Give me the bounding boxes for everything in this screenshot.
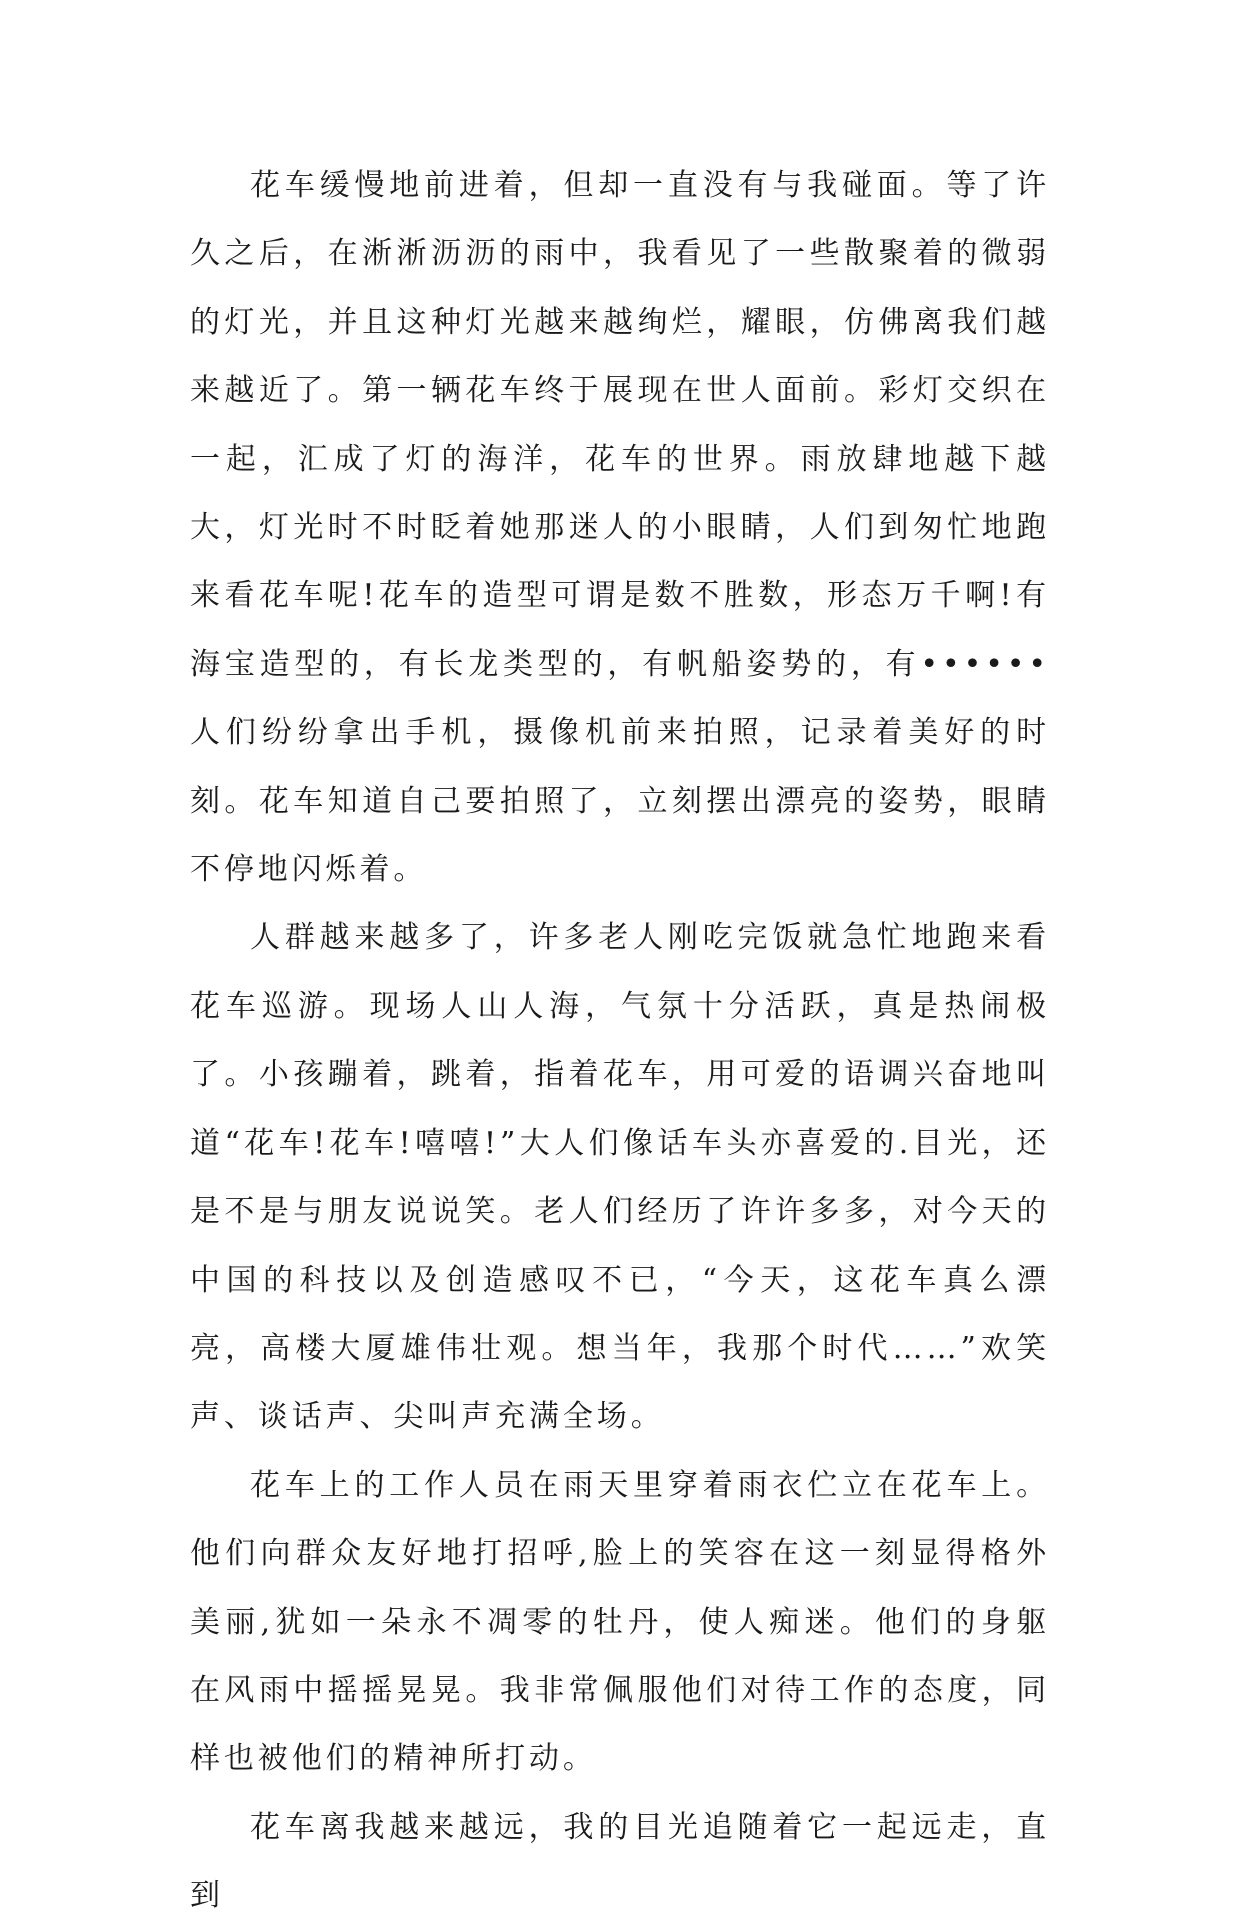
paragraph-2: 人群越来越多了，许多老人刚吃完饭就急忙地跑来看花车巡游。现场人山人海，气氛十分活跃，真是热闹极了。小孩蹦着，跳着，指着花车，用可爱的语调兴奋地叫道“花车!花车!嘻嘻!”大人们像话车头亦喜爱的.目光，还是不是与朋友说说笑。老人们经历了许许多多，对今天的中国的科技以及创造感叹不已，“今天，这花车真么漂亮，高楼大厦雄伟壮观。想当年，我那个时代……”欢笑声、谈话声、尖叫声充满全场。 xyxy=(190,920,1050,1435)
document-body xyxy=(190,152,1050,1931)
paragraph-3: 花车上的工作人员在雨天里穿着雨衣伫立在花车上。他们向群众友好地打招呼,脸上的笑容在这一刻显得格外美丽,犹如一朵永不凋零的牡丹，使人痴迷。他们的身躯在风雨中摇摇晃晃。我非常佩服他们对待工作的态度，同样也被他们的精神所打动。 xyxy=(190,1467,1050,1777)
paragraph-4: 花车离我越来越远，我的目光追随着它一起远走，直到 xyxy=(190,1809,1050,1914)
paragraph-1: 花车缓慢地前进着，但却一直没有与我碰面。等了许久之后，在淅淅沥沥的雨中，我看见了一些散聚着的微弱的灯光，并且这种灯光越来越绚烂，耀眼，仿佛离我们越来越近了。第一辆花车终于展现在世人面前。彩灯交织在一起，汇成了灯的海洋，花车的世界。雨放肆地越下越大，灯光时不时眨着她那迷人的小眼睛，人们到匆忙地跑来看花车呢!花车的造型可谓是数不胜数，形态万千啊!有海宝造型的，有长龙类型的，有帆船姿势的，有••••••人们纷纷拿出手机，摄像机前来拍照，记录着美好的时刻。花车知道自己要拍照了，立刻摆出漂亮的姿势，眼睛不停地闪烁着。 xyxy=(190,168,1050,888)
